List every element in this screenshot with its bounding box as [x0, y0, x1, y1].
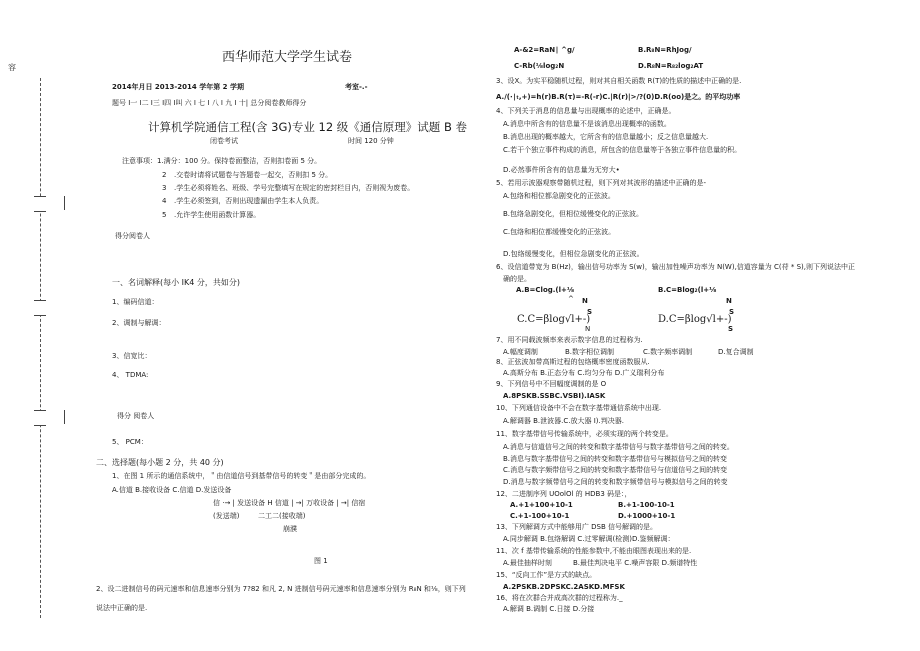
question-8: 8、正弦波加带高斯过程的包络概率密度函数服从.: [496, 358, 650, 366]
q7-option: D.复合调制: [718, 348, 754, 356]
question-15-options: A.2PSKB.2DPSKC.2ASKD.MFSK: [503, 583, 625, 591]
q5-option: B.包络急剧变化，但相位缓慢变化的正弦波。: [503, 210, 644, 218]
binding-mark: [34, 410, 46, 426]
binding-line: [40, 78, 41, 618]
exam-time: 时间 120 分钟: [348, 137, 394, 145]
q4-option: A.消息中所含有的信息量不是该消息出现概率的函数。: [503, 120, 671, 128]
question-5: 5、若用示波器观察带随机过程，则下列对其波形的描述中正确的是-: [496, 179, 706, 187]
q5-option: D.包络缓慢变化，但相位急剧变化的正弦波。: [503, 250, 644, 258]
notice-intro: 注意事项：1.满分：100 分。保持卷面整洁，否则扣卷面 5 分。: [122, 157, 322, 165]
q7-option: B.数字相位调制: [565, 348, 615, 356]
notice-text: .交卷时请将试题卷与答题卷一起交，否则扣 5 分。: [174, 171, 333, 179]
notice-num: 4: [162, 197, 167, 205]
question-2: 2、设二进制信号的码元速率和信息速率分别为 7?82 和凡 2, N 进制信号码元速率和信息速率分别为 R₈N 和⅛，则下列: [96, 585, 466, 593]
q6-option-a: A.B=Clog.(l+⅛: [516, 286, 575, 294]
q6-option-d: D.C=βlog√l+-): [658, 314, 732, 325]
question-14: 11、次 f 基带传输系统的性能参数中,不能由眼图表现出来的是.: [496, 547, 692, 555]
fraction-n: N: [585, 325, 591, 333]
diagram-label: (发送端): [213, 512, 240, 520]
question-15: 15、“反向工作”是方式的缺点。: [496, 571, 597, 579]
grader-label: 得分 阅卷人: [117, 412, 155, 420]
question-16-options: A.解调 B.调制 C.日接 D.分接: [503, 605, 595, 613]
question-6: 6、设信道带宽为 B(Hz)，输出信号功率为 S(w)，输出加性噪声功率为 N(W),信道容量为 C(苻 * S),则下列说法中正: [496, 263, 855, 271]
term-item: 3、信宽比：: [112, 352, 152, 360]
q12-option-c: C.+1-100+10-1: [510, 512, 570, 520]
q4-option: D.必然事件所含有的信息量为无穷大•: [503, 166, 620, 174]
notice-text: .学生必须将姓名、班级、学号完整填写在规定的密封栏目内，否则视为废卷。: [174, 184, 415, 192]
q5-option: A.包络和相位都急剧变化的正弦波。: [503, 192, 615, 200]
question-13: 13、下列解调方式中能够用广 DSB 信号解调的是。: [496, 523, 657, 531]
q5-option: C.包络和相位都缓慢变化的正弦波。: [503, 228, 616, 236]
q11-option: C.消息与数字频带信号之间的转变和数字基带信号与信道信号之间的转变: [503, 466, 728, 474]
question-12: 12、二进制序列 UOolOl 的 HDB3 码是：，: [496, 490, 632, 498]
binding-mark: [34, 300, 46, 316]
diagram-label: 二工二(接收端): [258, 512, 306, 520]
question-3: 3、设X。为实平稳随机过程，则对其自相关函数 R(T)的性质的描述中正确的是.: [496, 77, 742, 85]
fraction-caret: ^: [568, 295, 574, 303]
question-4: 4、下列关于消息的信息量与出现概率的论述中，正确是。: [496, 107, 676, 115]
system-diagram: 信 ·→ | 发送设备 H 信道 | →| 万收设备 | →| 信宿: [213, 499, 366, 507]
notice-text: .允许学生使用函数计算器。: [174, 211, 261, 219]
fraction-s: S: [587, 308, 593, 316]
question-8-options: A.高斯分布 B.正态分布 C.均匀分布 D.广义瑞利分布: [503, 369, 665, 377]
question-10: 10、下列通信设备中不会在数字基带通信系统中出现.: [496, 404, 662, 412]
q2-option-c: C-Rb(⅛log₂N: [514, 62, 565, 70]
question-11: 11、数字基带信号传输系统中，必须实现的两个转变是。: [496, 430, 673, 438]
notice-text: .学生必须签到，否则出现遗漏由学生本人负责。: [174, 197, 324, 205]
year-line: 2014年月日 2013-2014 学年第 2 学期: [112, 83, 244, 91]
notice-num: 5: [162, 211, 167, 219]
q12-option-a: A.+1+100+10-1: [510, 501, 573, 509]
section-2-heading: 二、选择题(每小题 2 分，共 40 分): [96, 458, 224, 467]
score-header: 题号 I一 I二 I三 I四 I叫 六 I 七 I 八 I 九 I 十| 总分阅卷教师得分: [112, 99, 307, 107]
q14-option-a: A.最佳抽样时刻: [503, 559, 552, 567]
q6-option-b: B.C=Blog₂(l+⅛: [658, 286, 717, 294]
question-10-options: A.解调器 B.泄波器.C.放大器 I).判决器.: [503, 417, 624, 425]
fraction-n: N: [582, 297, 588, 305]
diagram-label: 崩濮: [283, 525, 297, 533]
room-label: 考室-.-: [345, 83, 368, 91]
binding-tick: [64, 410, 73, 424]
question-3-options: A.∕(∙∣ₜ,+)=h(r)B.R(τ)=-R(-r)C.|R(r)|>/?(0)D.R(oo)是之。的平均功率: [496, 93, 741, 101]
question-2-cont: 说法中正确的是.: [96, 604, 148, 612]
q12-option-b: B.+1-100-10-1: [618, 501, 675, 509]
question-9-options: A.8PSKB.SSBC.VSBI).IASK: [503, 392, 606, 400]
q14-option-b: B.最佳判决电平 C.噪声容限 D.频谱特性: [573, 559, 698, 567]
corner-char: 容: [8, 63, 16, 72]
term-item: 1、编码信道：: [112, 298, 159, 306]
fraction-s: S: [728, 325, 734, 333]
binding-tick: [64, 196, 73, 210]
exam-title: 西华师范大学学生试卷: [222, 50, 353, 65]
q4-option: C.若干个独立事件构成的消息，所包含的信息量等于各独立事件信息量的积。: [503, 146, 742, 154]
q12-option-d: D.+1000+10-1: [618, 512, 676, 520]
fraction-s: S: [729, 308, 735, 316]
figure-caption: 图 1: [314, 557, 328, 565]
q11-option: B.消息与数字基带信号之间的转变和数字基带信号与模拟信号之间的转变: [503, 455, 728, 463]
subject-title: 计算机学院通信工程(含 3G)专业 12 级《通信原理》试题 B 卷: [148, 120, 467, 134]
q2-option-b: B.R₈N=RhJog/: [638, 46, 692, 54]
question-13-options: A.同步解调 B.包络解调 C.过零解调(检测)D.鉴频解调：: [503, 535, 675, 543]
q2-option-d: D.R₈N=R₈₂log₂AT: [638, 62, 704, 70]
notice-num: 3: [162, 184, 167, 192]
question-9: 9、下列信号中不回幅度调制的是 O: [496, 380, 607, 388]
question-1-options: A.信道 B.接收设备 C.信道 D.发送设备: [112, 486, 232, 494]
question-1: 1、在图 1 所示的通信系统中，＂由信道信号到基带信号的转变＂是由部分完成的。: [112, 472, 371, 480]
question-6-cont: 确的是。: [503, 275, 531, 283]
q6-option-c: C.C=βlog√l+-): [517, 314, 591, 325]
binding-mark: [34, 196, 46, 212]
grader-label: 得分阅卷人: [115, 232, 150, 240]
q4-option: B.消息出现的概率越大，它所含有的信息量越小；反之信息量越大.: [503, 133, 709, 141]
q11-option: A.消息与信道信号之间的转变和数字基带信号与数字基带信号之间的转变。: [503, 443, 734, 451]
q7-option: A.幅度调制: [503, 348, 538, 356]
question-7: 7、用不同载波频率来表示数字信息的过程称为.: [496, 336, 643, 344]
fraction-n: N: [726, 297, 732, 305]
q2-option-a: A-&2=RaN∣ ^g/: [514, 46, 575, 54]
section-1-heading: 一、名词解释(每小 IK4 分，共如分): [112, 278, 241, 287]
exam-type: 闭卷考试: [210, 137, 238, 145]
question-16: 16、将在次群合并成高次群的过程称为._: [496, 594, 623, 602]
q11-option: D.消息与数字频带信号之间的转变和数字频带信号与模拟信号之间的转变: [503, 478, 728, 486]
term-item: 4、 TDMA:: [112, 371, 149, 379]
term-item: 5、 PCM：: [112, 438, 148, 446]
term-item: 2、调制与解调：: [112, 319, 166, 327]
q7-option: C.数字频率调制: [643, 348, 693, 356]
notice-num: 2: [162, 171, 167, 179]
